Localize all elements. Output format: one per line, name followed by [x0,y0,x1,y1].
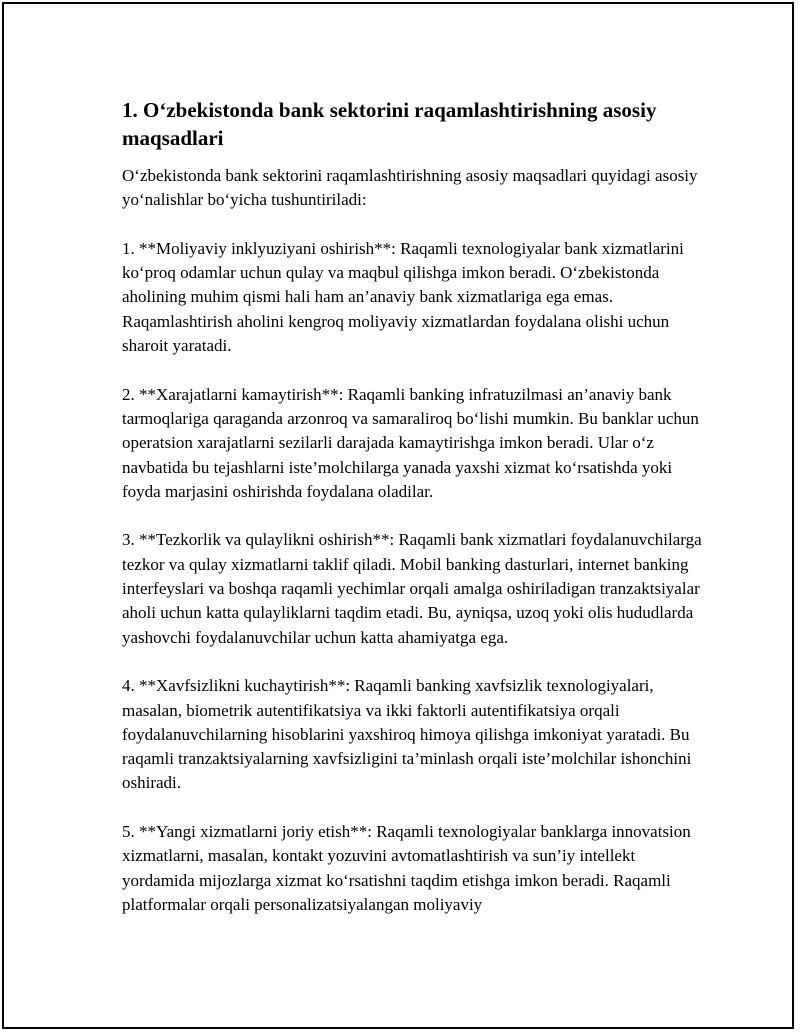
document-page [2,2,794,1029]
section-heading: 1. O‘zbekistonda bank sektorini raqamlashtirishning asosiy maqsadlari [122,98,657,150]
intro-paragraph: O‘zbekistonda bank sektorini raqamlashtirishning asosiy maqsadlari quyidagi asosiy yo‘nalishlar bo‘yicha tushuntiriladi: [122,166,698,210]
paragraph-security: 4. **Xavfsizlikni kuchaytirish**: Raqamli banking xavfsizlik texnologiyalari, masalan, biometrik autentifikatsiya va ikki faktorli autentifikatsiya orqali foydalanuvchilarning hisoblarini yaxshiroq himoya qilishga imkoniyat yaratadi. Bu raqamli tranzaktsiyalarning xavfsizligini ta’minlash orqali iste’molchilar ishonchini oshiradi. [122,676,692,793]
paragraph-financial-inclusion: 1. **Moliyaviy inklyuziyani oshirish**: Raqamli texnologiyalar bank xizmatlarini ko‘proq odamlar uchun qulay va maqbul qilishga imkon beradi. O‘zbekistonda aholining muhim qismi hali ham an’anaviy bank xizmatlariga ega emas. Raqamlashtirish aholini kengroq moliyaviy xizmatlardan foydalana olishi uchun sharoit yaratadi. [122,238,684,356]
paragraph-speed-convenience: 3. **Tezkorlik va qulaylikni oshirish**: Raqamli bank xizmatlari foydalanuvchilarga tezkor va qulay xizmatlarni taklif qiladi. Mobil banking dasturlari, internet banking interfeyslari va boshqa raqamli yechimlar orqali amalga oshiriladigan tranzaktsiyalar aholi uchun katta qulayliklarni taqdim etadi. Bu, ayniqsa, uzoq yoki olis hududlarda yashovchi foydalanuvchilar uchun katta ahamiyatga ega. [122,530,702,647]
paragraph-cost-reduction: 2. **Xarajatlarni kamaytirish**: Raqamli banking infratuzilmasi an’anaviy bank tarmoqlariga qaraganda arzonroq va samaraliroq bo‘lishi mumkin. Bu banklar uchun operatsion xarajatlarni sezilarli darajada kamaytirishga imkon beradi. Ular o‘z navbatida bu tejashlarni iste’molchilarga yanada yaxshi xizmat ko‘rsatishda yoki foyda marjasini oshirishda foydalana oladilar. [122,384,699,501]
document-body [122,96,702,917]
paragraph-new-services: 5. **Yangi xizmatlarni joriy etish**: Raqamli texnologiyalar banklarga innovatsion xizmatlarni, masalan, kontakt yozuvini avtomatlashtirish va sun’iy intellekt yordamida mijozlarga xizmat ko‘rsatishni taqdim etishga imkon beradi. Raqamli platformalar orqali personalizatsiyalangan moliyaviy [122,822,691,914]
